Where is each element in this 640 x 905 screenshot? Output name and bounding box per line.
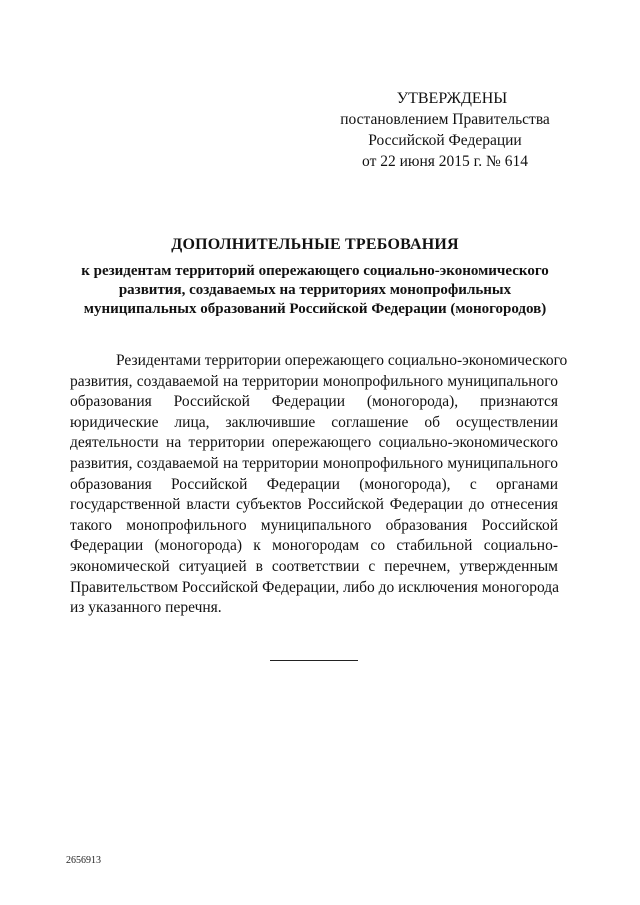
body-line: образования Российской Федерации (моногорода), признаются [70,393,558,411]
end-separator-line [270,660,358,661]
approval-line: постановлением Правительства [340,111,550,128]
approval-block [330,88,560,172]
subtitle-line: муниципальных образований Российской Федерации (моногородов) [83,301,547,317]
body-paragraph [70,351,568,619]
body-line: Резидентами территории опережающего социально-экономического [116,352,568,369]
body-line: Федерации (моногорода) к моногородам со стабильной социально- [70,537,558,555]
approval-date-line: от 22 июня 2015 г. № 614 [362,153,528,170]
body-line: юридические лица, заключившие соглашение об осуществлении [70,413,558,431]
approval-heading: УТВЕРЖДЕНЫ [396,90,508,107]
body-line: из указанного перечня. [70,599,222,617]
document-subtitle [60,262,570,319]
body-line: такого монопрофильного муниципального образования Российской [70,516,558,534]
body-line: государственной власти субъектов Российской Федерации до отнесения [70,496,558,514]
approval-line: Российской Федерации [368,132,522,149]
body-line: деятельности на территории опережающего социально-экономического [70,434,558,452]
subtitle-line: к резидентам территорий опережающего социально-экономического [81,263,549,279]
body-line: развития, создаваемой на территории монопрофильного муниципального [70,454,558,472]
document-code: 2656913 [66,855,101,866]
document-title: ДОПОЛНИТЕЛЬНЫЕ ТРЕБОВАНИЯ [171,236,459,253]
subtitle-line: развития, создаваемых на территориях монопрофильных [118,282,512,298]
body-line: развития, создаваемой на территории монопрофильного муниципального [70,372,558,390]
body-line: экономической ситуацией в соответствии с перечнем, утвержденным [70,557,558,575]
body-line: Правительством Российской Федерации, либо до исключения моногорода [70,578,560,596]
body-line: образования Российской Федерации (моногорода), с органами [70,475,558,493]
